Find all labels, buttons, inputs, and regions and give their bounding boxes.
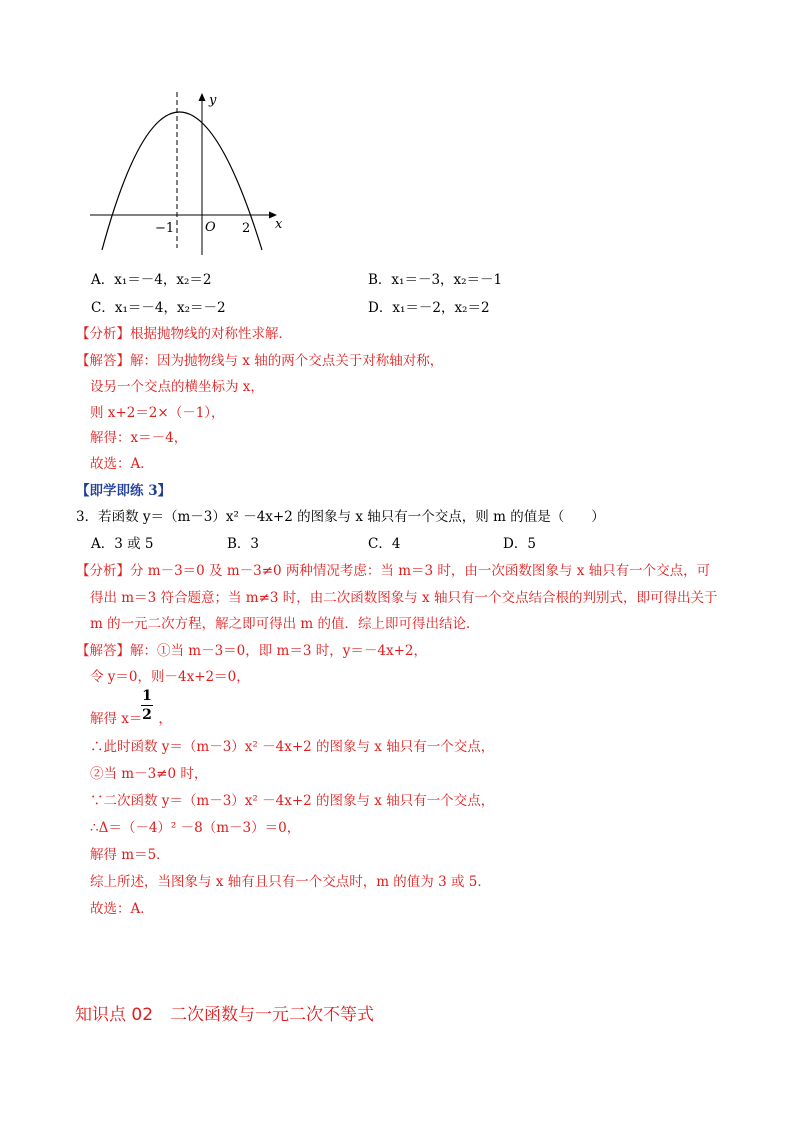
option-d-text: x₁＝－2，x₂＝2 — [392, 300, 490, 316]
option-c-label: C． — [91, 300, 115, 316]
y-axis-label: y — [209, 93, 217, 108]
section-title: 知识点 02 二次函数与一元二次不等式 — [75, 1005, 375, 1025]
answer-tag: 【解答】 — [76, 353, 130, 369]
q3-solution-4: ∴此时函数 y＝（m－3）x² －4x+2 的图象与 x 轴只有一个交点， — [90, 739, 495, 755]
q3-solution-9: 综上所述，当图象与 x 轴有且只有一个交点时，m 的值为 3 或 5． — [90, 874, 491, 890]
fraction-one-half — [141, 688, 153, 723]
q3-solution-5: ②当 m－3≠0 时， — [90, 766, 208, 782]
q3-analysis-3: m 的一元二次方程，解之即可得出 m 的值．综上即可得出结论． — [90, 616, 480, 632]
option-d — [368, 298, 490, 318]
q3-solution-8: 解得 m＝5． — [90, 847, 170, 863]
analysis-tag: 【分析】 — [76, 326, 130, 342]
practice-tag: 【即学即练 3】 — [76, 483, 172, 499]
prev-answer-5: 故选：A． — [90, 456, 154, 472]
prev-analysis — [76, 324, 292, 344]
q3-option-b: B．3 — [227, 536, 260, 552]
fraction-numerator: 1 — [142, 688, 152, 704]
q3-option-a: A．3 或 5 — [91, 536, 154, 552]
option-b-text: x₁＝－3，x₂＝－1 — [391, 272, 503, 288]
answer-line-1: 解：因为抛物线与 x 轴的两个交点关于对称轴对称， — [130, 353, 444, 369]
prev-answer-2: 设另一个交点的横坐标为 x， — [90, 379, 264, 395]
parabola-curve — [102, 112, 262, 250]
analysis-text: 根据抛物线的对称性求解． — [130, 326, 292, 342]
option-c-text: x₁＝－4，x₂＝－2 — [114, 300, 226, 316]
prev-answer-4: 解得：x＝－4， — [90, 430, 188, 446]
prev-answer-1 — [76, 351, 443, 371]
fraction-denominator: 2 — [142, 707, 152, 723]
tick-neg1-label: −1 — [155, 221, 175, 236]
q3-analysis-2: 得出 m＝3 符合题意；当 m≠3 时，由二次函数图象与 x 轴只有一个交点结合根的判别式，即可得出关于 — [90, 590, 718, 606]
origin-label: O — [205, 220, 216, 235]
y-axis-arrow — [199, 93, 206, 101]
option-b-label: B． — [368, 272, 392, 288]
option-b — [368, 270, 502, 290]
x-axis-label: x — [275, 217, 283, 232]
q3-analysis-1 — [76, 561, 710, 581]
q3-option-d: D．5 — [503, 536, 536, 552]
option-a-label: A． — [91, 272, 115, 288]
parabola-graph — [85, 88, 295, 258]
tick-2-label: 2 — [242, 221, 251, 236]
q3-solution-2: 令 y＝0，则－4x+2＝0， — [90, 669, 250, 685]
q3-option-c: C．4 — [368, 536, 401, 552]
q3-solution-6: ∵二次函数 y＝（m－3）x² －4x+2 的图象与 x 轴只有一个交点， — [90, 793, 495, 809]
option-d-label: D． — [368, 300, 393, 316]
option-a — [91, 270, 211, 290]
option-c — [91, 298, 226, 318]
q3-answer-tag: 【解答】 — [76, 643, 130, 659]
q3-solution-line-1: 解：①当 m－3＝0，即 m＝3 时，y＝－4x+2， — [130, 643, 427, 659]
q3-solution-1 — [76, 641, 427, 661]
q3-stem: 3．若函数 y＝（m－3）x² －4x+2 的图象与 x 轴只有一个交点，则 m 的值是（ ） — [76, 509, 605, 525]
option-a-text: x₁＝－4，x₂＝2 — [114, 272, 212, 288]
q3-solution-7: ∴Δ＝（－4）² －8（m－3）＝0， — [90, 820, 301, 836]
q3-analysis-tag: 【分析】 — [76, 563, 130, 579]
q3-solution-3 — [90, 709, 172, 729]
q3-analysis-line-1: 分 m－3＝0 及 m－3≠0 两种情况考虑：当 m＝3 时，由一次函数图象与 x 轴只有一个交点，可 — [130, 563, 711, 579]
q3-solution-10: 故选：A． — [90, 901, 154, 917]
prev-answer-3: 则 x+2＝2×（－1）， — [90, 405, 225, 421]
q3-solution-3-text: 解得 x＝ — [90, 711, 143, 727]
q3-solution-3-tail: ， — [158, 711, 172, 727]
